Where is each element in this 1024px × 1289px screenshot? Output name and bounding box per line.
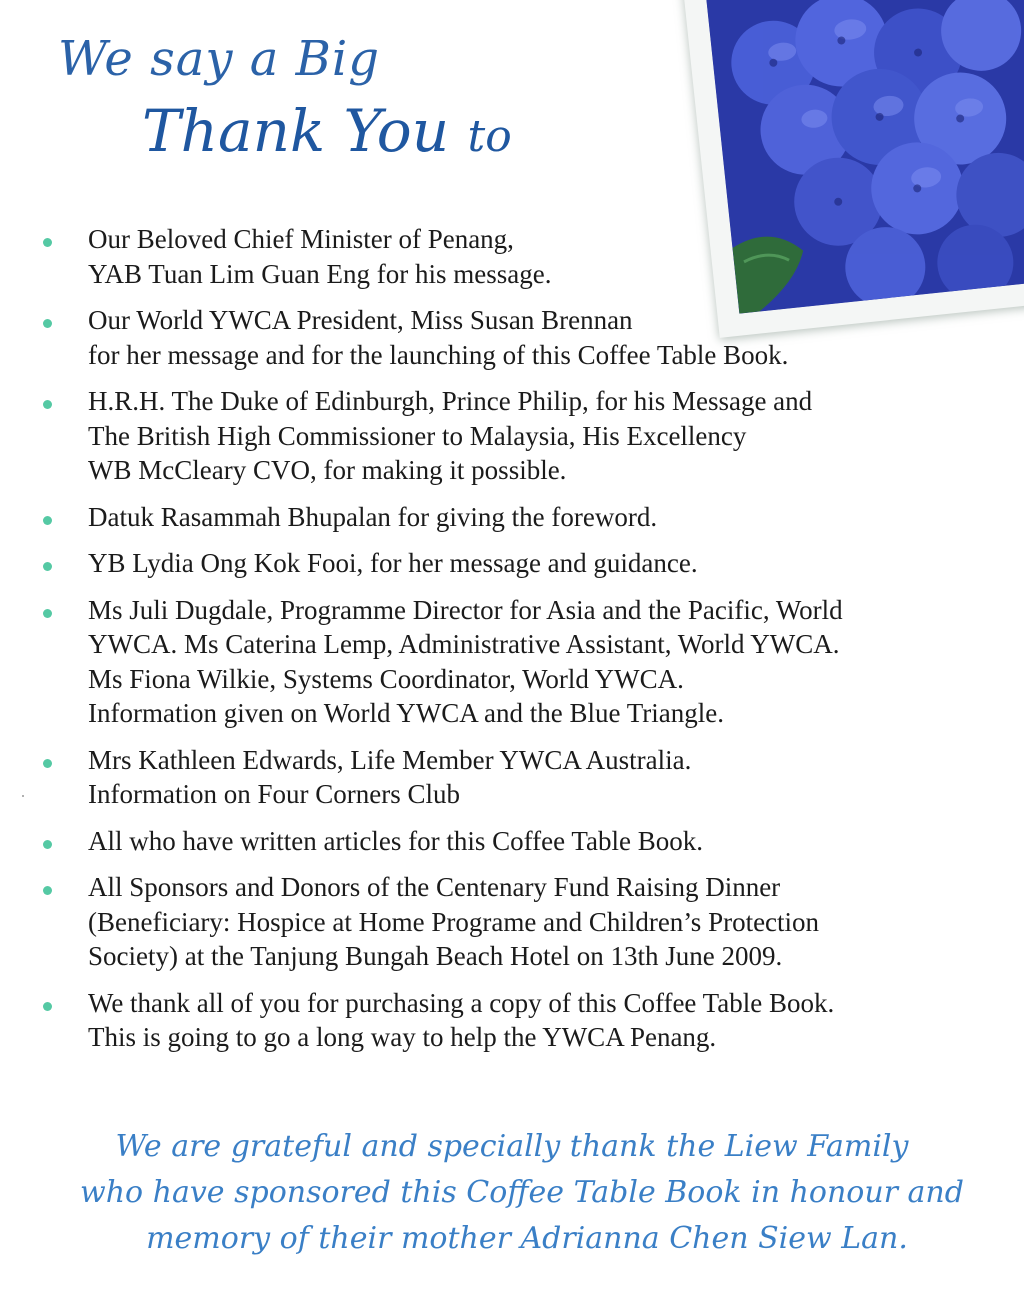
thanks-line: YAB Tuan Lim Guan Eng for his message. bbox=[88, 258, 552, 289]
bullet-icon bbox=[43, 319, 52, 328]
thanks-line: This is going to go a long way to help the YWCA Penang. bbox=[88, 1022, 717, 1052]
thanks-line: for her message and for the launching of this Coffee Table Book. bbox=[88, 339, 789, 370]
bullet-icon bbox=[43, 562, 52, 571]
thanks-item bbox=[40, 500, 940, 535]
closing-message bbox=[0, 1124, 1024, 1262]
thanks-item bbox=[40, 546, 940, 581]
thanks-line: Ms Fiona Wilkie, Systems Coordinator, World YWCA. bbox=[88, 663, 684, 694]
thanks-line: Mrs Kathleen Edwards, Life Member YWCA Australia. bbox=[88, 744, 692, 775]
title-to: to bbox=[467, 111, 512, 162]
thanks-line: H.R.H. The Duke of Edinburgh, Prince Philip, for his Message and bbox=[88, 386, 813, 416]
thanks-line: Society) at the Tanjung Bungah Beach Hotel on 13th June 2009. bbox=[88, 941, 783, 971]
thanks-line: Our Beloved Chief Minister of Penang, bbox=[88, 224, 514, 254]
thanks-line: Datuk Rasammah Bhupalan for giving the foreword. bbox=[88, 501, 658, 532]
title-line-2 bbox=[142, 94, 512, 174]
closing-line-2: who have sponsored this Coffee Table Book in honour and bbox=[80, 1175, 964, 1210]
thanks-item bbox=[40, 824, 940, 859]
thanks-line: YWCA. Ms Caterina Lemp, Administrative Assistant, World YWCA. bbox=[88, 629, 840, 659]
thanks-line: All Sponsors and Donors of the Centenary Fund Raising Dinner bbox=[88, 872, 781, 902]
bullet-icon bbox=[43, 840, 52, 849]
bullet-icon bbox=[43, 238, 52, 247]
thanks-line: We thank all of you for purchasing a copy of this Coffee Table Book. bbox=[88, 987, 835, 1018]
bullet-icon bbox=[43, 609, 52, 618]
bullet-icon bbox=[43, 886, 52, 895]
thanks-line: Our World YWCA President, Miss Susan Brennan bbox=[88, 305, 633, 335]
thanks-item bbox=[40, 222, 940, 291]
thanks-item bbox=[40, 870, 940, 974]
thanks-item bbox=[40, 384, 940, 488]
bullet-icon bbox=[43, 1002, 52, 1011]
bullet-icon bbox=[43, 759, 52, 768]
thanks-list bbox=[40, 222, 940, 1067]
thanks-line: Information given on World YWCA and the Blue Triangle. bbox=[88, 698, 725, 728]
scan-speck bbox=[22, 795, 24, 797]
page-title bbox=[58, 28, 512, 174]
closing-line-1: We are grateful and specially thank the Liew Family bbox=[115, 1129, 909, 1164]
thanks-line: (Beneficiary: Hospice at Home Programe and Children’s Protection bbox=[88, 906, 820, 937]
thanks-line: WB McCleary CVO, for making it possible. bbox=[88, 455, 567, 485]
closing-line-3: memory of their mother Adrianna Chen Siew Lan. bbox=[146, 1221, 908, 1256]
thanks-item bbox=[40, 303, 940, 372]
thanks-line: The British High Commissioner to Malaysia, His Excellency bbox=[88, 420, 747, 451]
thanks-item bbox=[40, 986, 940, 1055]
bullet-icon bbox=[43, 516, 52, 525]
thanks-line: All who have written articles for this Coffee Table Book. bbox=[88, 825, 703, 856]
thanks-line: Ms Juli Dugdale, Programme Director for Asia and the Pacific, World bbox=[88, 594, 843, 625]
title-line-1: We say a Big bbox=[58, 31, 380, 87]
thanks-item bbox=[40, 743, 940, 812]
bullet-icon bbox=[43, 400, 52, 409]
thanks-line: YB Lydia Ong Kok Fooi, for her message and guidance. bbox=[88, 548, 698, 578]
thanks-line: Information on Four Corners Club bbox=[88, 779, 460, 809]
title-thank-you: Thank You bbox=[142, 97, 450, 165]
thanks-item bbox=[40, 593, 940, 731]
